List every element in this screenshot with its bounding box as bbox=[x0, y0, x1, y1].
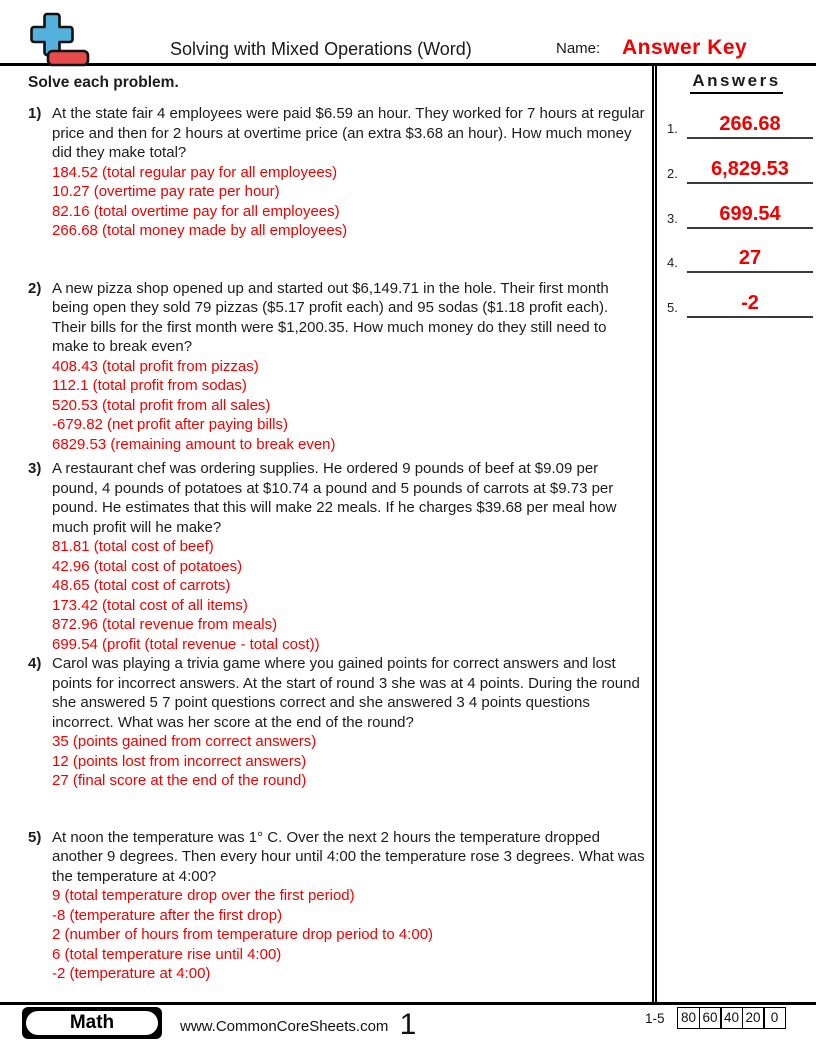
answer-item-3 bbox=[657, 202, 816, 229]
work-line: 42.96 (total cost of potatoes) bbox=[52, 557, 243, 575]
answer-key-text: Answer Key bbox=[622, 36, 748, 59]
answer-value: 6,829.53 bbox=[711, 158, 789, 180]
answer-blank-line bbox=[687, 247, 813, 273]
name-label: Name: bbox=[556, 40, 601, 57]
problem-3-question: A restaurant chef was ordering supplies. He ordered 9 pounds of beef at $9.09 per pound, 4 pounds of potatoes at $10.74 a pound and 5 pounds of carrots at $9.73 per pound. He estimates that this will make 22 meals. If he charges $39.68 per meal how much profit will he make? bbox=[52, 460, 617, 536]
answer-value: 699.54 bbox=[719, 203, 781, 225]
work-line: 872.96 (total revenue from meals) bbox=[52, 616, 278, 633]
answer-blank-line bbox=[687, 158, 813, 184]
work-line: 2 (number of hours from temperature drop period to 4:00) bbox=[52, 926, 434, 943]
work-line: 35 (points gained from correct answers) bbox=[52, 733, 317, 750]
work-line: 173.42 (total cost of all items) bbox=[52, 596, 248, 614]
problem-1-number: 1) bbox=[28, 105, 42, 122]
problem-2 bbox=[28, 279, 646, 455]
answers-title: Answers bbox=[690, 71, 782, 94]
answer-value: -2 bbox=[741, 292, 759, 314]
plus-minus-icon bbox=[28, 10, 90, 73]
answer-item-4 bbox=[657, 246, 816, 273]
work-line: -2 (temperature at 4:00) bbox=[52, 965, 211, 982]
answer-number: 5. bbox=[667, 300, 678, 315]
problem-4-question: Carol was playing a trivia game where you gained points for correct answers and lost points for incorrect answers. At the start of round 3 she was at 4 points. During the round she answered 5 7 point questions correct and she answered 3 4 points questions incorrect. What was her score at the end of the round? bbox=[52, 655, 640, 731]
work-line: 81.81 (total cost of beef) bbox=[52, 538, 214, 555]
work-line: 12 (points lost from incorrect answers) bbox=[52, 752, 307, 770]
problem-2-number: 2) bbox=[28, 279, 42, 297]
score-table bbox=[677, 1007, 786, 1029]
answer-item-5 bbox=[657, 291, 816, 318]
work-line: 112.1 (total profit from sodas) bbox=[52, 377, 247, 394]
problem-5 bbox=[28, 828, 646, 984]
score-cell: 80 bbox=[677, 1007, 700, 1029]
work-line: 520.53 (total profit from all sales) bbox=[52, 396, 271, 414]
answer-blank-line bbox=[687, 113, 813, 139]
score-cell: 0 bbox=[763, 1007, 786, 1029]
header bbox=[0, 0, 816, 66]
answer-number: 1. bbox=[667, 121, 678, 136]
problem-4 bbox=[28, 654, 646, 791]
answer-blank-line bbox=[687, 203, 813, 229]
score-cell: 40 bbox=[720, 1007, 743, 1029]
website-url: www.CommonCoreSheets.com bbox=[180, 1018, 389, 1035]
score-cell: 60 bbox=[699, 1007, 722, 1029]
answers-panel bbox=[652, 66, 816, 1002]
work-line: 9 (total temperature drop over the first period) bbox=[52, 887, 355, 904]
work-line: 6829.53 (remaining amount to break even) bbox=[52, 435, 336, 453]
problem-3-work bbox=[52, 537, 646, 654]
problem-1-question: At the state fair 4 employees were paid $6.59 an hour. They worked for 7 hours at regular price and then for 2 hours at overtime price (an extra $3.68 an hour). How much money did they make total? bbox=[52, 105, 645, 161]
problem-4-number: 4) bbox=[28, 655, 42, 672]
work-line: 184.52 (total regular pay for all employees) bbox=[52, 163, 338, 181]
answer-item-1 bbox=[657, 112, 816, 139]
work-line: 10.27 (overtime pay rate per hour) bbox=[52, 183, 280, 200]
work-line: 266.68 (total money made by all employees) bbox=[52, 222, 348, 239]
problem-3 bbox=[28, 459, 646, 654]
answer-blank-line bbox=[687, 292, 813, 318]
problem-2-question: A new pizza shop opened up and started out $6,149.71 in the hole. Their first month being open they sold 79 pizzas ($5.17 profit each) and 95 sodas ($1.18 profit each). Their bills for the first month were $1,200.35. How much money do they still need to make to break even? bbox=[52, 279, 609, 355]
problem-4-work bbox=[52, 732, 646, 791]
problem-2-work bbox=[52, 357, 646, 455]
work-line: -679.82 (net profit after paying bills) bbox=[52, 416, 288, 433]
problem-5-question: At noon the temperature was 1° C. Over the next 2 hours the temperature dropped another 9 degrees. Then every hour until 4:00 the temperature rose 3 degrees. What was the temperature at 4:00? bbox=[52, 828, 645, 885]
work-line: 27 (final score at the end of the round) bbox=[52, 772, 307, 789]
work-line: -8 (temperature after the first drop) bbox=[52, 906, 283, 924]
answer-value: 27 bbox=[738, 247, 762, 269]
score-range-label: 1-5 bbox=[645, 1011, 665, 1026]
problem-5-work bbox=[52, 886, 646, 984]
work-line: 408.43 (total profit from pizzas) bbox=[52, 357, 259, 375]
page-title: Solving with Mixed Operations (Word) bbox=[170, 39, 472, 59]
problem-3-number: 3) bbox=[28, 460, 42, 477]
math-subject-label: Math bbox=[26, 1011, 158, 1035]
answer-number: 3. bbox=[667, 211, 678, 226]
footer bbox=[0, 1002, 816, 1056]
score-cell: 20 bbox=[742, 1007, 765, 1029]
work-line: 699.54 (profit (total revenue - total cost)) bbox=[52, 635, 320, 653]
problem-1-work bbox=[52, 163, 646, 241]
problem-1 bbox=[28, 104, 646, 241]
answer-number: 4. bbox=[667, 255, 678, 270]
work-line: 48.65 (total cost of carrots) bbox=[52, 577, 231, 594]
answer-number: 2. bbox=[667, 166, 678, 181]
work-line: 6 (total temperature rise until 4:00) bbox=[52, 945, 282, 963]
problems-list bbox=[28, 96, 646, 984]
page-number: 1 bbox=[399, 1008, 417, 1041]
instructions: Solve each problem. bbox=[28, 74, 179, 91]
answer-item-2 bbox=[657, 157, 816, 184]
answer-value: 266.68 bbox=[719, 113, 781, 135]
problem-5-number: 5) bbox=[28, 828, 42, 846]
work-line: 82.16 (total overtime pay for all employees) bbox=[52, 202, 340, 220]
